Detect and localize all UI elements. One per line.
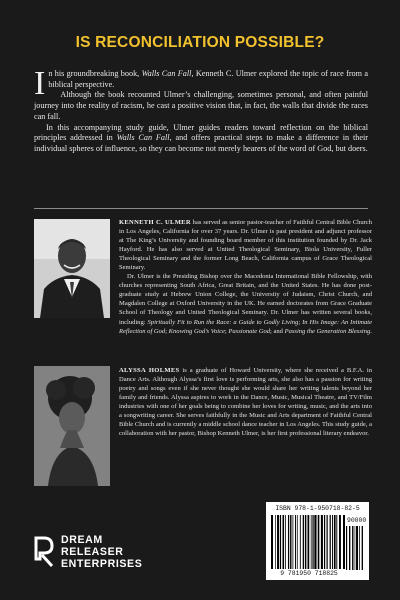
book-title: Walls Can Fall: [116, 133, 170, 143]
intro-text-run: , and offers practical steps to make a difference in their individual spheres of influence, so they can become not merely hearers of the word of God, but doers.: [34, 133, 368, 153]
barcode-bar: [327, 515, 328, 569]
barcode-bar: [356, 526, 358, 570]
barcode-bar: [295, 515, 296, 569]
publisher-logo: [33, 531, 193, 581]
barcode-bar: [311, 515, 312, 569]
author-name: ALYSSA HOLMES: [119, 367, 180, 374]
intro-text-run: In this accompanying study guide, Ulmer guides readers toward reflection on the biblical principles addressed in: [34, 122, 368, 143]
portrait-illustration: [34, 219, 110, 318]
isbn-text: ISBN 978-1-950718-82-5: [275, 505, 360, 512]
barcode-bar: [285, 515, 286, 569]
barcode-bar: [336, 515, 337, 569]
barcode-bar: [308, 515, 310, 569]
book-title: Passing the Generation Blessing: [284, 327, 371, 335]
divider: [34, 208, 368, 209]
intro-text-run: n his groundbreaking book,: [48, 69, 142, 78]
barcode-bar: [303, 515, 304, 569]
barcode-digits: 9 781950 718825: [280, 570, 338, 577]
publisher-logo-icon: [33, 535, 55, 569]
barcode-bar: [346, 526, 347, 570]
bio-ulmer-paragraph-1: [119, 218, 372, 272]
bio-text: ; and: [270, 327, 285, 335]
barcode-bar: [334, 515, 336, 569]
addon-barcode: [346, 526, 366, 570]
intro-text-run: , Kenneth C. Ulmer explored the topic of race from a biblical perspective.: [48, 69, 368, 89]
barcode-bar: [343, 515, 345, 569]
intro-paragraph-1: [34, 65, 368, 102]
bio-ulmer: [119, 218, 372, 336]
author-name: KENNETH C. ULMER: [119, 219, 191, 226]
bio-text: Dr. Ulmer is the Presiding Bishop over the Macedonia International Bible Fellowship, with churches representing South Africa, Great Britain, and the United States. He has done post-graduate study at Hebrew Union College, the University of Judaism, Christ Church, and Magdalen College at Oxford University in the UK. He earned doctorates from Grace Graduate School of Theology and United Theological Seminary. Dr. Ulmer has written several books, including:: [119, 273, 372, 326]
bio-text: has served as senior pastor-teacher of Faithful Central Bible Church in Los Angeles, California for over 37 years. Dr. Ulmer is past president and adjunct professor at The King’s University and founding board member of this institution founded by Dr. Jack Hayford. He has also served at United Theological Seminary, Biola University, Fuller Theological Seminary and the former Long Beach, California campus of Grace Theological Seminary.: [119, 219, 372, 272]
bio-text: is a graduate of Howard University, where she received a B.F.A. in Dance Arts. Although Alyssa’s first love is performing arts, she also has a passion for writing poetry and songs even if she never thought she would share her writing talents beyond her family and friends. Alyssa aspires to work in the Dance, Music, Musical Theatre, and TV/Film industries with one of her goals being to combine her loves for writing, music, and the arts into a songwriting career. She serves faithfully in the Music and Arts department of Faithful Central Bible Church and is currently a middle school dance teacher in Los Angeles. This study guide, a collaboration with her pastor, Bishop Kenneth Ulmer, is her first professional literary endeavor.: [119, 367, 372, 438]
barcode-bar: [290, 515, 291, 569]
barcode-bar: [300, 515, 301, 569]
barcode-bar: [339, 515, 341, 569]
intro-text: [34, 65, 368, 155]
headline: IS RECONCILIATION POSSIBLE?: [75, 34, 325, 51]
intro-paragraph-3: [34, 123, 368, 155]
barcode-bar: [314, 515, 316, 569]
barcode-bar: [318, 515, 320, 569]
bio-holmes-paragraph: [119, 366, 372, 438]
barcode-bar: [305, 515, 306, 569]
bio-holmes: [119, 366, 372, 438]
publisher-name-line: DREAM: [61, 534, 103, 546]
intro-paragraph-2: Although the book recounted Ulmer’s challenging, sometimes personal, and often painful journey into the reality of racism, he cast a positive vision that, in fact, the walls that divide the races can fall.: [34, 90, 368, 121]
barcode-bar: [280, 515, 281, 569]
book-title: Walls Can Fall: [141, 69, 192, 78]
bio-text: ;: [224, 327, 229, 335]
barcode-bar: [297, 515, 298, 569]
bio-ulmer-paragraph-2: [119, 272, 372, 335]
book-title: Knowing God’s Voice: [168, 327, 225, 335]
book-title: Passionate God: [228, 327, 271, 335]
barcode-bar: [332, 515, 333, 569]
barcode-bar: [330, 515, 331, 569]
portrait-illustration: [34, 366, 110, 486]
bio-text: .: [370, 327, 372, 335]
author-photo-ulmer: [34, 219, 110, 318]
publisher-name-line: RELEASER: [61, 545, 124, 558]
author-photo-holmes: [34, 366, 110, 486]
ean-barcode: [271, 515, 345, 569]
barcode-bar: [324, 515, 325, 569]
publisher-name-line: ENTERPRISES: [61, 557, 143, 570]
barcode-bar: [312, 515, 313, 569]
barcode-bar: [288, 515, 289, 569]
bio-text: ;: [298, 318, 303, 326]
barcode-bar: [352, 526, 353, 570]
barcode-bar: [355, 526, 356, 570]
barcode-bar: [359, 526, 360, 570]
barcode-bar: [321, 515, 323, 569]
bio-text: ;: [165, 327, 169, 335]
price-code: 90000: [347, 517, 367, 524]
publisher-name: [61, 535, 142, 570]
barcode-bar: [271, 515, 273, 569]
barcode: [266, 502, 369, 580]
drop-cap: I: [34, 65, 46, 102]
book-title: In His Image: An Intimate Reflection of God: [119, 318, 373, 335]
barcode-bar: [283, 515, 285, 569]
barcode-bar: [362, 526, 363, 570]
barcode-bar: [293, 515, 294, 569]
barcode-bar: [275, 515, 276, 569]
barcode-bar: [277, 515, 279, 569]
barcode-bar: [349, 526, 350, 570]
book-title: Spiritually Fit to Run the Race: a Guide to Godly Living: [147, 318, 299, 326]
